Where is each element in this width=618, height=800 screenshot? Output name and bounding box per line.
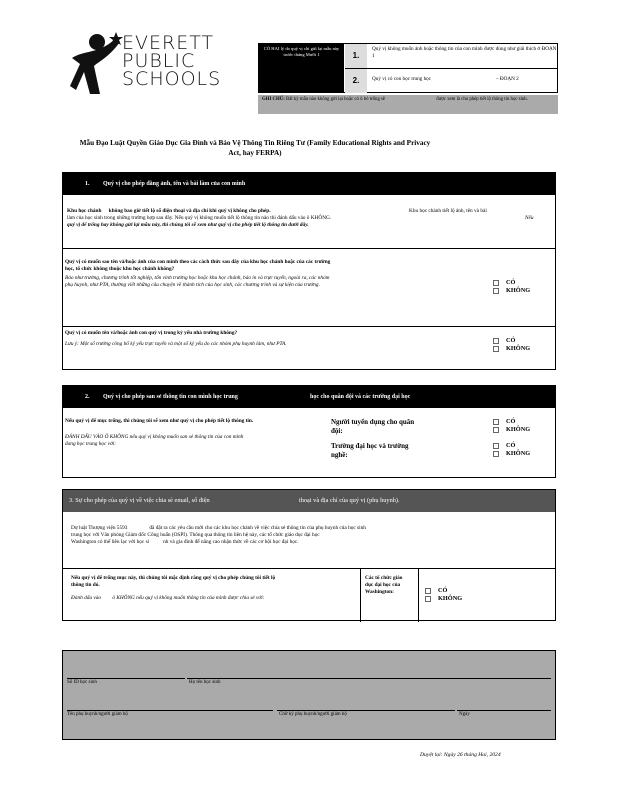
- college-no-option[interactable]: [493, 450, 530, 458]
- body-line-1b: đã đặt ra các yêu cầu mới cho các khu học chánh về việc chia sẻ thông tin của phụ huynh của học sinh: [149, 525, 366, 531]
- reason-2-number: 2.: [345, 69, 367, 93]
- colleges-label: Trường đại học và trường nghề:: [331, 442, 409, 459]
- student-name-label: Họ tên học sinh: [189, 680, 221, 685]
- reason-1-text: Quý vị không muốn ảnh hoặc thông tin của con mình được dùng như giải thích ở ĐOẠN 1: [372, 46, 557, 59]
- intro-right: Khu học chánh tiết lộ ảnh, tên và bài: [409, 208, 487, 214]
- q1-yes-option[interactable]: [493, 279, 530, 287]
- college-yes-option[interactable]: [493, 442, 530, 450]
- logo-line-3: SCHOOLS: [122, 68, 222, 90]
- section-3: [62, 489, 556, 621]
- intro-line-2: làm của học sinh trong những trường hợp sau đây. Nếu quý vị không muốn tiết lộ thông tin nào thì đánh dấu vào ô KHÔNG.: [67, 215, 332, 221]
- intro-rest: không bao giờ tiết lộ số điện thoại và địa chỉ khi quý vị không cho phép.: [108, 208, 271, 214]
- checkbox[interactable]: [493, 451, 499, 457]
- question-1-row: [63, 248, 555, 326]
- everett-logo: [70, 28, 230, 98]
- section-2-title: Quý vị cho phép san sẻ thông tin con mình học trung: [103, 394, 238, 400]
- no-label: KHÔNG: [506, 450, 531, 457]
- revision-date: Duyệt lại: Ngày 26 tháng Hai, 2024: [420, 752, 501, 758]
- logo-figure-icon: [70, 28, 126, 98]
- checkbox[interactable]: [493, 288, 499, 294]
- question-1-examples: Bảo như trường, chương trình tốt nghiệp, tổn vinh trường học hoặc khu học chánh, báo in và trực tuyến, ngoài ra, các nhóm phụ huynh, như PTA, thường viết những câu chuyện về thành tích của học sinh, các chương trình và sự kiện của trường.: [65, 275, 330, 288]
- no-label: KHÔNG: [506, 287, 531, 294]
- section-3-instr-a: Đánh dấu vào: [71, 595, 102, 601]
- parent-name-label: Tên phụ huynh/người giám hộ: [67, 712, 128, 717]
- body-line-1a: Dự luật Thượng viện 5593: [71, 525, 128, 531]
- form-title: [60, 138, 450, 158]
- title-line-1: Mẫu Đạo Luật Quyền Giáo Dục Gia Đình và Bảo Vệ Thông Tin Riêng Tư (Family Educational Rights and Privacy: [79, 139, 431, 147]
- section-3-title: 3. Sự cho phép của quý vị về việc chia sẻ email, số điện: [69, 497, 210, 504]
- date-label: Ngày: [459, 712, 470, 717]
- divider: [360, 569, 361, 622]
- note-tail: được xem là cho phép tiết lộ thông tin học sinh.: [436, 97, 528, 102]
- parent-name-line[interactable]: [67, 710, 273, 711]
- section-3-title-right: thoại và địa chỉ của quý vị (phụ huynh).: [299, 497, 400, 504]
- section-2: [62, 385, 556, 478]
- question-2-row: [63, 326, 555, 370]
- title-line-2: Act, hay FERPA): [228, 149, 282, 157]
- parent-signature-line[interactable]: [277, 710, 455, 711]
- military-yes-option[interactable]: [493, 418, 530, 426]
- body-line-2: trung học với Văn phòng Giám đốc Công huấn (OSPI). Thông qua thông tin liên hệ này, các tổ chức giáo dục đại học: [71, 532, 320, 538]
- checkbox[interactable]: [493, 443, 499, 449]
- military-no-option[interactable]: [493, 426, 530, 434]
- student-id-line[interactable]: [67, 678, 185, 679]
- section-3-choice-row: [63, 568, 555, 621]
- signature-area: [62, 650, 556, 740]
- question-1-text: Quý vị có muốn sao tên và/hoặc ảnh của con mình theo các cách thức sau đây của khu học chánh hoặc của các trường học, tổ chức không thuộc khu học chánh không?: [65, 259, 331, 272]
- student-name-line[interactable]: [187, 678, 551, 679]
- section-3-header: [63, 490, 555, 512]
- section-2-default-note: Nếu quý vị để mục trống, thì chúng tôi sẽ xem như quý vị cho phép tiết lộ thông tin.: [65, 418, 254, 424]
- yes-label: CÓ: [506, 279, 516, 286]
- body-line-3a: Washington có thể liên lạc với học si: [71, 539, 150, 545]
- reason-2-extra: – ĐOẠN 2: [496, 76, 519, 82]
- q1-no-option[interactable]: [493, 287, 530, 295]
- yes-label: CÓ: [506, 442, 516, 449]
- checkbox[interactable]: [425, 588, 431, 594]
- body-line-3b: nh và gia đình để nâng cao nhận thức về các cơ hội học đại học.: [163, 539, 299, 545]
- divider: [345, 68, 558, 69]
- note-box: [258, 95, 558, 114]
- checkbox[interactable]: [493, 280, 499, 286]
- section-3-default-note: Nếu quý vị để trống mục này, thì chúng tôi mặc định rằng quý vị cho phép chúng tôi tiết lộ thông tin đó.: [71, 575, 276, 588]
- logo-line-2: PUBLIC: [122, 50, 196, 72]
- intro-bold: Khu học chánh: [67, 208, 102, 214]
- section-2-title-right: học cho quân đội và các trường đại học: [310, 394, 411, 400]
- checkbox[interactable]: [425, 596, 431, 602]
- yes-label: CÓ: [438, 587, 448, 594]
- section-3-instr-b: ô KHÔNG nếu quý vị không muốn thông tin của mình được chia sẻ với:: [112, 595, 265, 601]
- section-1-number: 1.: [85, 181, 90, 187]
- yes-label: CÓ: [506, 337, 516, 344]
- no-label: KHÔNG: [438, 595, 463, 602]
- note-text: Bất kỳ mẫu nào không gửi lại hoặc có ô bỏ trống sẽ: [286, 97, 386, 102]
- reason-1-number: 1.: [345, 44, 367, 68]
- reasons-box: [258, 43, 558, 93]
- section-1-title: Quý vị cho phép đăng ảnh, tên và bài làm của con mình: [103, 181, 246, 187]
- washington-colleges-label: Các tổ chức giáo dục đại học của Washington:: [365, 575, 403, 595]
- section-2-instruction: ĐÁNH DẤU VÀO Ô KHÔNG nếu quý vị không muốn san sẻ thông tin của con mình đang học trung học với:: [65, 434, 244, 447]
- question-2-note: Lưu ý: Một số trường công bố kỷ yếu trực tuyến và một số kỷ yếu do các nhóm phụ huynh làm, như PTA.: [65, 341, 287, 347]
- checkbox[interactable]: [493, 427, 499, 433]
- yes-label: CÓ: [506, 418, 516, 425]
- section-2-number: 2.: [85, 394, 90, 400]
- section-2-header: [63, 386, 555, 408]
- student-id-label: Số ID học sinh: [67, 680, 97, 685]
- s3-no-option[interactable]: [425, 595, 462, 603]
- no-label: KHÔNG: [506, 345, 531, 352]
- date-line[interactable]: [457, 710, 551, 711]
- no-label: KHÔNG: [506, 426, 531, 433]
- divider: [418, 569, 419, 622]
- checkbox[interactable]: [493, 419, 499, 425]
- q2-yes-option[interactable]: [493, 337, 530, 345]
- parent-signature-label: Chữ ký phụ huynh/người giám hộ: [279, 712, 347, 717]
- note-label: GHI CHÚ:: [262, 97, 285, 102]
- section-3-body: [71, 525, 551, 546]
- section-1-intro: [63, 208, 555, 229]
- question-2-text: Quý vị có muốn tên và/hoặc ảnh con quý vị trong kỷ yếu nhà trường không?: [65, 330, 238, 336]
- military-recruiters-label: Người tuyển dụng cho quân đội:: [331, 418, 415, 435]
- checkbox[interactable]: [493, 338, 499, 344]
- section-1-header: [63, 173, 555, 195]
- section-1: [62, 172, 556, 370]
- q2-no-option[interactable]: [493, 345, 530, 353]
- s3-yes-option[interactable]: [425, 587, 462, 595]
- intro-nieu: Nếu: [525, 215, 534, 221]
- intro-line-3: quý vị để trống hay không gửi lại mẫu này, thì chúng tôi sẽ xem như quý vị cho phép tiết lộ thông tin dưới đây.: [67, 222, 309, 228]
- reasons-label: CÓ HAI lý do quý vị chỉ gửi lại mẫu này trước tháng Mười 1: [259, 44, 344, 92]
- logo-line-1: EVERETT: [122, 32, 215, 54]
- checkbox[interactable]: [493, 346, 499, 352]
- reason-2-text: Quý vị có con học trung học: [372, 76, 432, 82]
